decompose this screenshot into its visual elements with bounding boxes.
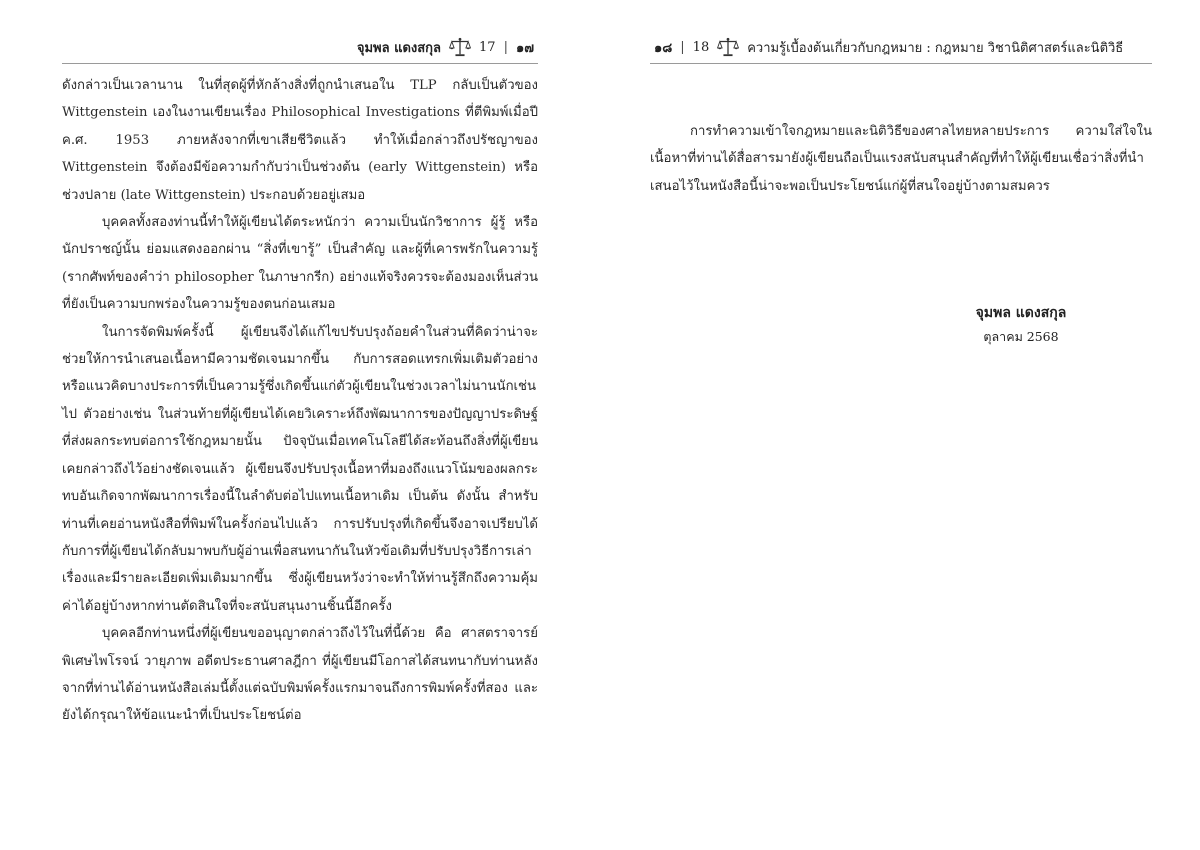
header-rule <box>650 63 1152 64</box>
left-running-head <box>62 34 538 60</box>
right-running-head <box>650 34 1150 60</box>
signature-block <box>900 300 1142 348</box>
left-body-text <box>62 72 538 730</box>
paragraph: ในการจัดพิมพ์ครั้งนี้ ผู้เขียนจึงได้แก้ไขปรับปรุงถ้อยคำในส่วนที่คิดว่าน่าจะช่วยให้การนำเสนอเนื้อหามีความชัดเจนมากขึ้น กับการสอดแทรกเพิ่มเติมตัวอย่างหรือแนวคิดบางประการที่เป็นความรู้ซึ่งเกิดขึ้นแก่ตัวผู้เขียนในช่วงเวลาไม่นานนักเช่นไป ตัวอย่างเช่น ในส่วนท้ายที่ผู้เขียนได้เคยวิเคราะห์ถึงพัฒนาการของปัญญาประดิษฐ์ที่ส่งผลกระทบต่อการใช้กฎหมายนั้น ปัจจุบันเมื่อเทคโนโลยีได้สะท้อนถึงสิ่งที่ผู้เขียนเคยกล่าวถึงไว้อย่างชัดเจนแล้ว ผู้เขียนจึงปรับปรุงเนื้อหาที่มองถึงแนวโน้มของผลกระทบอันเกิดจากพัฒนาการเรื่องนี้ในลำดับต่อไปแทนเนื้อหาเดิม เป็นต้น ดังนั้น สำหรับท่านที่เคยอ่านหนังสือที่พิมพ์ในครั้งก่อนไปแล้ว การปรับปรุงที่เกิดขึ้นจึงอาจเปรียบได้กับการที่ผู้เขียนได้กลับมาพบกับผู้อ่านเพื่อสนทนากันในหัวข้อเดิมที่ปรับปรุงวิธีการเล่าเรื่องและมีรายละเอียดเพิ่มเติมมากขึ้น ซึ่งผู้เขียนหวังว่าจะทำให้ท่านรู้สึกถึงความคุ้มค่าได้อยู่บ้างหากท่านตัดสินใจที่จะสนับสนุนงานชิ้นนี้อีกครั้ง <box>62 324 538 614</box>
paragraph: การทำความเข้าใจกฎหมายและนิติวิธีของศาลไทยหลายประการ ความใส่ใจในเนื้อหาที่ท่านได้สื่อสารมายังผู้เขียนถือเป็นแรงสนับสนุนสำคัญที่ทำให้ผู้เขียนเชื่อว่าสิ่งที่นำเสนอไว้ในหนังสือนี้น่าจะพอเป็นประโยชน์แก่ผู้ที่สนใจอยู่บ้างตามสมควร <box>650 124 1152 194</box>
signature-date: ตุลาคม 2568 <box>983 329 1059 344</box>
paragraph: บุคคลทั้งสองท่านนี้ทำให้ผู้เขียนได้ตระหนักว่า ความเป็นนักวิชาการ ผู้รู้ หรือนักปราชญ์นั้น ย่อมแสดงออกผ่าน “สิ่งที่เขารู้” เป็นสำคัญ และผู้ที่เคารพรักในความรู้ (รากศัพท์ของคำว่า philosopher ในภาษากรีก) อย่างแท้จริงควรจะต้องมองเห็นส่วนที่ยังเป็นความบกพร่องในความรู้ของตนก่อนเสมอ <box>62 215 538 313</box>
header-separator: | <box>503 39 508 55</box>
header-page-number-thai: ๑๗ <box>515 40 534 56</box>
scales-of-justice-icon <box>449 37 471 57</box>
paragraph: ดังกล่าวเป็นเวลานาน ในที่สุดผู้ที่หักล้างสิ่งที่ถูกนำเสนอใน TLP กลับเป็นตัวของ Wittgenstein เองในงานเขียนเรื่อง Philosophical Investigations ที่ตีพิมพ์เมื่อปี ค.ศ. 1953 ภายหลังจากที่เขาเสียชีวิตแล้ว ทำให้เมื่อกล่าวถึงปรัชญาของ Wittgenstein จึงต้องมีข้อความกำกับว่าเป็นช่วงต้น (early Wittgenstein) หรือช่วงปลาย (late Wittgenstein) ประกอบด้วยอยู่เสมอ <box>62 78 538 203</box>
right-body-text <box>650 118 1152 200</box>
header-rule <box>62 63 538 64</box>
header-page-number-thai: ๑๘ <box>654 40 673 56</box>
header-book-title: ความรู้เบื้องต้นเกี่ยวกับกฎหมาย : กฎหมาย วิชานิติศาสตร์และนิติวิธี <box>747 40 1124 56</box>
header-page-number: 18 <box>692 39 710 55</box>
signature-name: จุมพล แดงสกุล <box>975 305 1067 321</box>
scales-of-justice-icon <box>717 37 739 57</box>
header-page-number: 17 <box>479 39 496 55</box>
header-separator: | <box>680 39 685 55</box>
header-author: จุมพล แดงสกุล <box>356 40 442 56</box>
paragraph: บุคคลอีกท่านหนึ่งที่ผู้เขียนขออนุญาตกล่าวถึงไว้ในที่นี้ด้วย คือ ศาสตราจารย์พิเศษไพโรจน์ วายุภาพ อดีตประธานศาลฎีกา ที่ผู้เขียนมีโอกาสได้สนทนากับท่านหลังจากที่ท่านได้อ่านหนังสือเล่มนี้ตั้งแต่ฉบับพิมพ์ครั้งแรกมาจนถึงการพิมพ์ครั้งที่สอง และยังได้กรุณาให้ข้อแนะนำที่เป็นประโยชน์ต่อ <box>62 626 538 724</box>
right-page <box>600 0 1200 850</box>
